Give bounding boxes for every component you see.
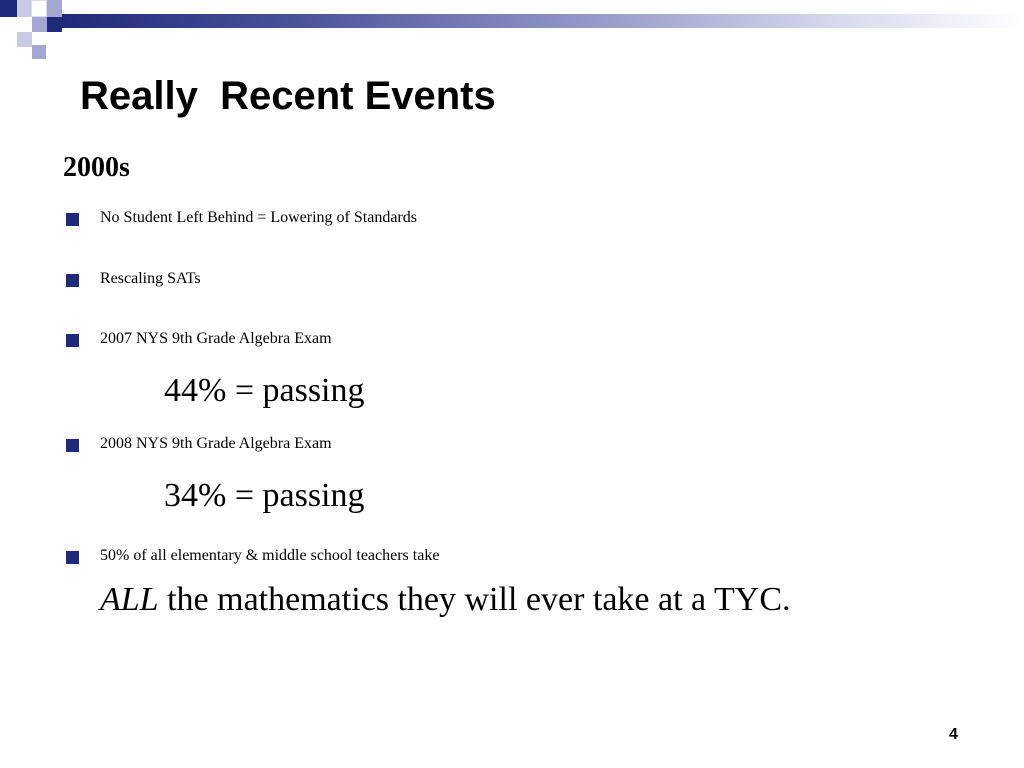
slide-title: Really Recent Events <box>80 74 496 118</box>
bullet-item: 2008 NYS 9th Grade Algebra Exam <box>100 435 332 452</box>
bullet-continuation <box>100 578 791 622</box>
bullet-subline: 44% = passing <box>164 372 365 409</box>
corner-square <box>47 0 62 17</box>
section-heading: 2000s <box>63 152 130 183</box>
bullet-item: 2007 NYS 9th Grade Algebra Exam <box>100 330 332 347</box>
square-bullet-icon <box>66 213 79 226</box>
square-bullet-icon <box>66 551 79 564</box>
corner-square <box>17 0 31 17</box>
corner-square <box>32 45 46 59</box>
corner-square <box>31 0 47 17</box>
bullet-item: Rescaling SATs <box>100 270 201 287</box>
top-gradient-bar <box>62 14 1024 28</box>
continuation-text: the mathematics they will ever take at a TYC. <box>158 581 791 618</box>
corner-square <box>47 17 62 32</box>
square-bullet-icon <box>66 334 79 347</box>
corner-square <box>0 17 17 32</box>
corner-square <box>17 17 32 32</box>
square-bullet-icon <box>66 439 79 452</box>
corner-square <box>32 17 47 32</box>
square-bullet-icon <box>66 274 79 287</box>
corner-square <box>0 0 17 17</box>
bullet-item: No Student Left Behind = Lowering of Standards <box>100 209 417 226</box>
bullet-subline: 34% = passing <box>164 477 365 514</box>
bullet-item: 50% of all elementary & middle school teachers take <box>100 547 440 564</box>
corner-square <box>17 32 32 47</box>
emphasis-text: ALL <box>100 581 159 618</box>
page-number: 4 <box>949 726 958 743</box>
